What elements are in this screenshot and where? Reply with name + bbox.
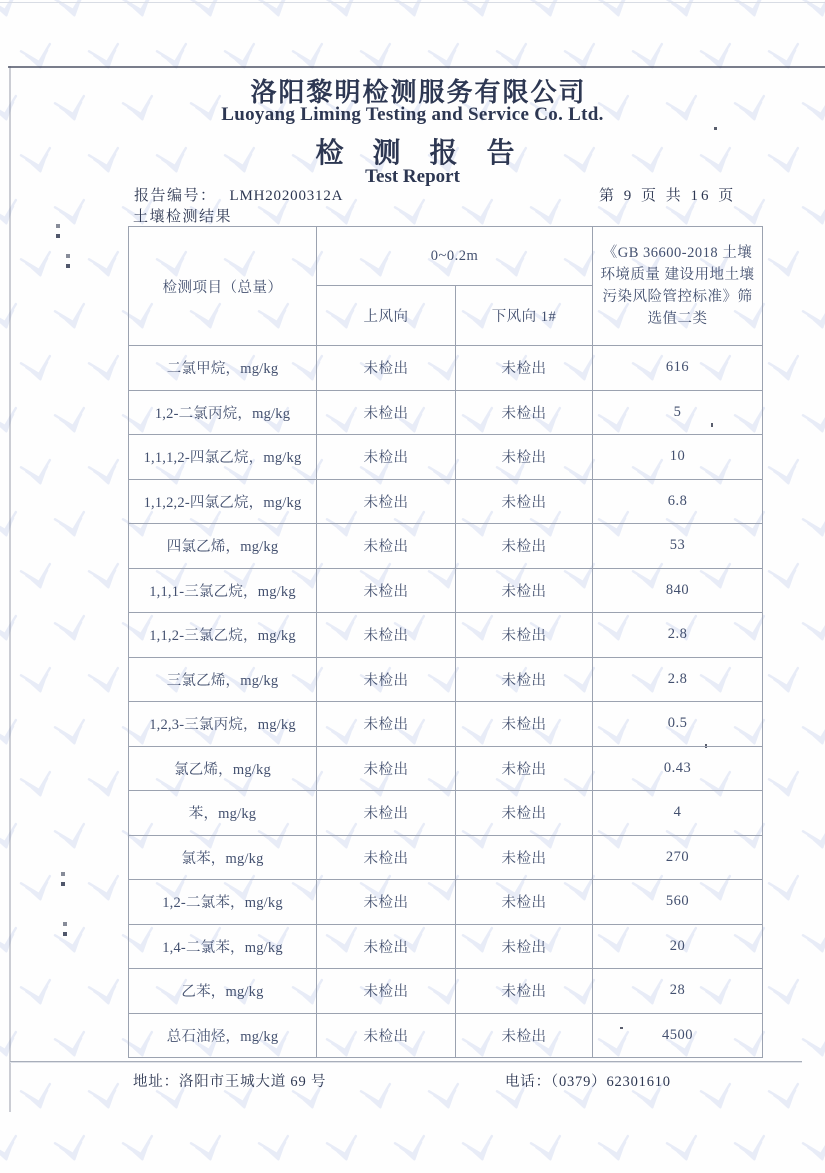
footer-address	[133, 1070, 326, 1091]
cell-limit: 28	[593, 969, 763, 1014]
cell-limit: 6.8	[593, 479, 763, 524]
liming-logo-watermark-icon	[459, 1132, 501, 1168]
liming-logo-watermark-icon	[221, 40, 263, 76]
liming-logo-watermark-icon	[799, 508, 825, 544]
cell-upwind: 未检出	[317, 880, 456, 925]
liming-logo-watermark-icon	[0, 820, 25, 856]
cell-upwind: 未检出	[317, 791, 456, 836]
liming-logo-watermark-icon	[17, 872, 59, 908]
footer-divider	[10, 1061, 802, 1063]
liming-logo-watermark-icon	[765, 768, 807, 804]
cell-downwind: 未检出	[456, 835, 593, 880]
scan-punch-mark	[66, 254, 71, 268]
cell-item: 四氯乙烯，mg/kg	[129, 524, 317, 569]
cell-downwind: 未检出	[456, 613, 593, 658]
cell-upwind: 未检出	[317, 924, 456, 969]
cell-item: 苯，mg/kg	[129, 791, 317, 836]
liming-logo-watermark-icon	[425, 40, 467, 76]
report-number	[134, 184, 343, 205]
cell-downwind: 未检出	[456, 746, 593, 791]
liming-logo-watermark-icon	[663, 0, 705, 24]
address-value: 洛阳市王城大道 69 号	[178, 1074, 327, 1090]
cell-upwind: 未检出	[317, 835, 456, 880]
cell-downwind: 未检出	[456, 1013, 593, 1058]
liming-logo-watermark-icon	[85, 664, 127, 700]
liming-logo-watermark-icon	[323, 0, 365, 24]
cell-item: 1,1,1-三氯乙烷，mg/kg	[129, 568, 317, 613]
liming-logo-watermark-icon	[51, 716, 93, 752]
column-header-depth: 0~0.2m	[317, 227, 593, 286]
cell-item: 1,2,3-三氯丙烷，mg/kg	[129, 702, 317, 747]
liming-logo-watermark-icon	[17, 456, 59, 492]
scan-punch-mark	[56, 224, 61, 238]
liming-logo-watermark-icon	[0, 508, 25, 544]
cell-limit: 840	[593, 568, 763, 613]
liming-logo-watermark-icon	[119, 1132, 161, 1168]
cell-item: 氯乙烯，mg/kg	[129, 746, 317, 791]
column-header-standard: 《GB 36600-2018 土壤环境质量 建设用地土壤污染风险管控标准》筛选值二类	[593, 227, 763, 346]
cell-limit: 560	[593, 880, 763, 925]
liming-logo-watermark-icon	[765, 560, 807, 596]
liming-logo-watermark-icon	[799, 0, 825, 24]
cell-upwind: 未检出	[317, 702, 456, 747]
cell-limit: 10	[593, 435, 763, 480]
cell-item: 1,2-二氯苯，mg/kg	[129, 880, 317, 925]
cell-upwind: 未检出	[317, 969, 456, 1014]
table-row	[129, 1013, 763, 1058]
page-indicator: 第 9 页 共 16 页	[599, 188, 737, 204]
liming-logo-watermark-icon	[731, 1132, 773, 1168]
liming-logo-watermark-icon	[85, 768, 127, 804]
liming-logo-watermark-icon	[51, 300, 93, 336]
liming-logo-watermark-icon	[51, 0, 93, 24]
liming-logo-watermark-icon	[255, 1132, 297, 1168]
liming-logo-watermark-icon	[85, 40, 127, 76]
liming-logo-watermark-icon	[357, 40, 399, 76]
cell-limit: 0.43	[593, 746, 763, 791]
table-row	[129, 568, 763, 613]
liming-logo-watermark-icon	[153, 40, 195, 76]
liming-logo-watermark-icon	[17, 976, 59, 1012]
cell-upwind: 未检出	[317, 1013, 456, 1058]
table-row	[129, 880, 763, 925]
cell-limit: 5	[593, 390, 763, 435]
cell-upwind: 未检出	[317, 613, 456, 658]
liming-logo-watermark-icon	[0, 404, 25, 440]
table-row	[129, 390, 763, 435]
phone-value: （0379）62301610	[550, 1074, 671, 1090]
footer-phone	[505, 1070, 671, 1091]
cell-item: 三氯乙烯，mg/kg	[129, 657, 317, 702]
cell-upwind: 未检出	[317, 524, 456, 569]
liming-logo-watermark-icon	[663, 1132, 705, 1168]
liming-logo-watermark-icon	[765, 352, 807, 388]
liming-logo-watermark-icon	[0, 612, 25, 648]
liming-logo-watermark-icon	[561, 40, 603, 76]
company-name-en: Luoyang Liming Testing and Service Co. Ltd.	[221, 104, 604, 125]
cell-limit: 53	[593, 524, 763, 569]
liming-logo-watermark-icon	[527, 1132, 569, 1168]
liming-logo-watermark-icon	[85, 352, 127, 388]
liming-logo-watermark-icon	[17, 560, 59, 596]
scan-edge-artifact	[0, 2, 825, 3]
table-row	[129, 835, 763, 880]
cell-limit: 2.8	[593, 657, 763, 702]
liming-logo-watermark-icon	[799, 1132, 825, 1168]
cell-item: 1,1,2-三氯乙烷，mg/kg	[129, 613, 317, 658]
cell-item: 1,1,2,2-四氯乙烷，mg/kg	[129, 479, 317, 524]
address-label: 地址：	[133, 1074, 179, 1090]
liming-logo-watermark-icon	[391, 1132, 433, 1168]
soil-results-table	[128, 226, 763, 1058]
company-name-cn: 洛阳黎明检测服务有限公司	[250, 78, 587, 107]
liming-logo-watermark-icon	[0, 716, 25, 752]
cell-limit: 0.5	[593, 702, 763, 747]
scan-punch-mark	[63, 922, 68, 936]
cell-downwind: 未检出	[456, 924, 593, 969]
liming-logo-watermark-icon	[799, 612, 825, 648]
scan-speck	[714, 127, 717, 130]
liming-logo-watermark-icon	[0, 196, 25, 232]
liming-logo-watermark-icon	[17, 664, 59, 700]
liming-logo-watermark-icon	[595, 0, 637, 24]
report-number-label: 报告编号：	[134, 188, 217, 204]
liming-logo-watermark-icon	[255, 0, 297, 24]
liming-logo-watermark-icon	[799, 924, 825, 960]
liming-logo-watermark-icon	[697, 1080, 739, 1116]
liming-logo-watermark-icon	[17, 248, 59, 284]
cell-upwind: 未检出	[317, 435, 456, 480]
liming-logo-watermark-icon	[187, 0, 229, 24]
report-title-en: Test Report	[365, 166, 460, 187]
column-header-item: 检测项目（总量）	[129, 227, 317, 346]
cell-item: 氯苯，mg/kg	[129, 835, 317, 880]
table-row	[129, 346, 763, 391]
cell-item: 二氯甲烷，mg/kg	[129, 346, 317, 391]
cell-downwind: 未检出	[456, 568, 593, 613]
table-row	[129, 791, 763, 836]
liming-logo-watermark-icon	[391, 0, 433, 24]
liming-logo-watermark-icon	[51, 1028, 93, 1064]
liming-logo-watermark-icon	[119, 0, 161, 24]
liming-logo-watermark-icon	[289, 40, 331, 76]
liming-logo-watermark-icon	[51, 404, 93, 440]
liming-logo-watermark-icon	[85, 872, 127, 908]
cell-limit: 2.8	[593, 613, 763, 658]
liming-logo-watermark-icon	[51, 1132, 93, 1168]
liming-logo-watermark-icon	[85, 248, 127, 284]
liming-logo-watermark-icon	[765, 872, 807, 908]
liming-logo-watermark-icon	[765, 976, 807, 1012]
cell-limit: 4	[593, 791, 763, 836]
table-row	[129, 479, 763, 524]
table-row	[129, 657, 763, 702]
cell-item: 总石油烃，mg/kg	[129, 1013, 317, 1058]
cell-downwind: 未检出	[456, 657, 593, 702]
cell-downwind: 未检出	[456, 880, 593, 925]
liming-logo-watermark-icon	[0, 1028, 25, 1064]
cell-upwind: 未检出	[317, 568, 456, 613]
cell-downwind: 未检出	[456, 524, 593, 569]
liming-logo-watermark-icon	[0, 300, 25, 336]
liming-logo-watermark-icon	[765, 40, 807, 76]
cell-downwind: 未检出	[456, 969, 593, 1014]
liming-logo-watermark-icon	[0, 924, 25, 960]
liming-logo-watermark-icon	[527, 0, 569, 24]
table-row	[129, 702, 763, 747]
liming-logo-watermark-icon	[0, 1132, 25, 1168]
cell-upwind: 未检出	[317, 746, 456, 791]
liming-logo-watermark-icon	[799, 404, 825, 440]
liming-logo-watermark-icon	[765, 664, 807, 700]
liming-logo-watermark-icon	[765, 1080, 807, 1116]
liming-logo-watermark-icon	[85, 976, 127, 1012]
cell-limit: 270	[593, 835, 763, 880]
report-title-cn: 检 测 报 告	[315, 138, 526, 169]
liming-logo-watermark-icon	[17, 1080, 59, 1116]
liming-logo-watermark-icon	[425, 1080, 467, 1116]
liming-logo-watermark-icon	[731, 0, 773, 24]
liming-logo-watermark-icon	[85, 1080, 127, 1116]
liming-logo-watermark-icon	[323, 1132, 365, 1168]
liming-logo-watermark-icon	[17, 40, 59, 76]
table-row	[129, 613, 763, 658]
table-row	[129, 435, 763, 480]
cell-downwind: 未检出	[456, 390, 593, 435]
phone-label: 电话：	[505, 1074, 551, 1090]
cell-upwind: 未检出	[317, 346, 456, 391]
liming-logo-watermark-icon	[697, 40, 739, 76]
cell-downwind: 未检出	[456, 435, 593, 480]
report-number-value: LMH20200312A	[229, 188, 344, 204]
liming-logo-watermark-icon	[17, 352, 59, 388]
liming-logo-watermark-icon	[357, 1080, 399, 1116]
liming-logo-watermark-icon	[17, 768, 59, 804]
cell-limit: 4500	[593, 1013, 763, 1058]
cell-downwind: 未检出	[456, 346, 593, 391]
table-row	[129, 746, 763, 791]
scan-punch-mark	[61, 872, 66, 886]
liming-logo-watermark-icon	[187, 1132, 229, 1168]
table-row	[129, 524, 763, 569]
liming-logo-watermark-icon	[595, 1132, 637, 1168]
cell-item: 1,1,1,2-四氯乙烷，mg/kg	[129, 435, 317, 480]
cell-downwind: 未检出	[456, 479, 593, 524]
liming-logo-watermark-icon	[765, 456, 807, 492]
cell-item: 1,4-二氯苯，mg/kg	[129, 924, 317, 969]
cell-downwind: 未检出	[456, 702, 593, 747]
liming-logo-watermark-icon	[799, 820, 825, 856]
cell-limit: 616	[593, 346, 763, 391]
liming-logo-watermark-icon	[85, 456, 127, 492]
liming-logo-watermark-icon	[629, 40, 671, 76]
liming-logo-watermark-icon	[799, 1028, 825, 1064]
cell-limit: 20	[593, 924, 763, 969]
liming-logo-watermark-icon	[85, 560, 127, 596]
column-header-downwind: 下风向 1#	[456, 286, 593, 346]
liming-logo-watermark-icon	[51, 924, 93, 960]
section-title: 土壤检测结果	[133, 209, 233, 225]
liming-logo-watermark-icon	[799, 716, 825, 752]
cell-item: 1,2-二氯丙烷，mg/kg	[129, 390, 317, 435]
table-row	[129, 969, 763, 1014]
liming-logo-watermark-icon	[51, 612, 93, 648]
cell-upwind: 未检出	[317, 657, 456, 702]
scan-edge-artifact	[8, 66, 825, 68]
liming-logo-watermark-icon	[459, 0, 501, 24]
cell-item: 乙苯，mg/kg	[129, 969, 317, 1014]
liming-logo-watermark-icon	[0, 0, 25, 24]
liming-logo-watermark-icon	[51, 820, 93, 856]
liming-logo-watermark-icon	[493, 40, 535, 76]
scan-edge-artifact	[9, 66, 11, 1112]
liming-logo-watermark-icon	[765, 248, 807, 284]
cell-downwind: 未检出	[456, 791, 593, 836]
liming-logo-watermark-icon	[799, 300, 825, 336]
cell-upwind: 未检出	[317, 390, 456, 435]
cell-upwind: 未检出	[317, 479, 456, 524]
column-header-upwind: 上风向	[317, 286, 456, 346]
table-row	[129, 924, 763, 969]
liming-logo-watermark-icon	[51, 508, 93, 544]
liming-logo-watermark-icon	[799, 196, 825, 232]
